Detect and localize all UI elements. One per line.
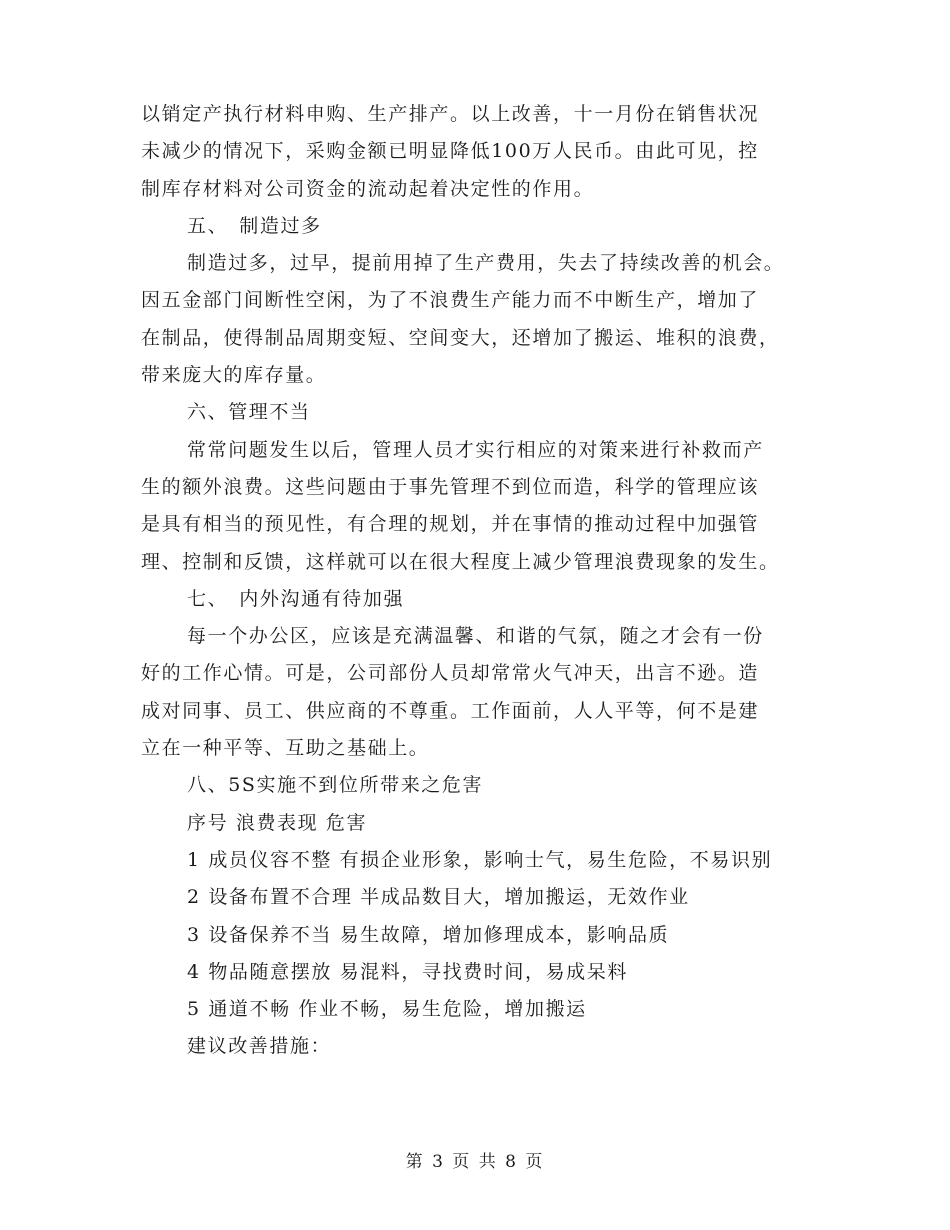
table-row-line: 2 设备布置不合理 半成品数目大，增加搬运，无效作业 — [187, 886, 690, 909]
table-row-line: 1 成员仪容不整 有损企业形象，影响士气，易生危险，不易识别 — [187, 848, 773, 871]
body-line: 立在一种平等、互助之基础上。 — [141, 737, 430, 760]
body-line: 制造过多，过早，提前用掉了生产费用，失去了持续改善的机会。 — [187, 252, 785, 275]
page-number-footer: 第 3 页 共 8 页 — [405, 1152, 545, 1172]
table-row-line: 4 物品随意摆放 易混料，寻找费时间，易成呆料 — [187, 960, 628, 983]
body-line: 生的额外浪费。这些问题由于事先管理不到位而造，科学的管理应该 — [141, 475, 760, 498]
section-heading-6: 六、管理不当 — [187, 401, 311, 424]
table-row-line: 5 通道不畅 作业不畅，易生危险，增加搬运 — [187, 998, 587, 1021]
body-line: 未减少的情况下，采购金额已明显降低100万人民币。由此可见，控 — [141, 140, 759, 163]
body-line: 因五金部门间断性空闲，为了不浪费生产能力而不中断生产，增加了 — [141, 289, 760, 312]
body-line: 在制品，使得制品周期变短、空间变大，还增加了搬运、堆积的浪费， — [141, 326, 780, 349]
body-line: 常常问题发生以后，管理人员才实行相应的对策来进行补救而产 — [187, 438, 764, 461]
table-row-line: 3 设备保养不当 易生故障，增加修理成本，影响品质 — [187, 923, 670, 946]
body-line: 每一个办公区，应该是充满温馨、和谐的气氛，随之才会有一份 — [187, 625, 764, 648]
section-heading-7: 七、 内外沟通有待加强 — [187, 587, 405, 610]
body-line: 以销定产执行材料申购、生产排产。以上改善，十一月份在销售状况 — [141, 103, 760, 125]
body-line: 好的工作心情。可是，公司部份人员却常常火气冲天，出言不逊。造 — [141, 662, 760, 685]
improvement-heading: 建议改善措施： — [187, 1035, 332, 1058]
body-line: 带来庞大的库存量。 — [141, 364, 327, 387]
body-line: 理、控制和反馈，这样就可以在很大程度上减少管理浪费现象的发生。 — [141, 550, 780, 573]
document-body — [141, 96, 811, 1066]
section-heading-5: 五、 制造过多 — [187, 214, 322, 237]
body-line: 成对同事、员工、供应商的不尊重。工作面前，人人平等，何不是建 — [141, 699, 760, 722]
section-heading-8: 八、5S实施不到位所带来之危害 — [187, 774, 484, 797]
table-header-line: 序号 浪费表现 危害 — [187, 811, 368, 834]
body-line: 制库存材料对公司资金的流动起着决定性的作用。 — [141, 177, 595, 200]
body-line: 是具有相当的预见性，有合理的规划，并在事情的推动过程中加强管 — [141, 513, 760, 536]
